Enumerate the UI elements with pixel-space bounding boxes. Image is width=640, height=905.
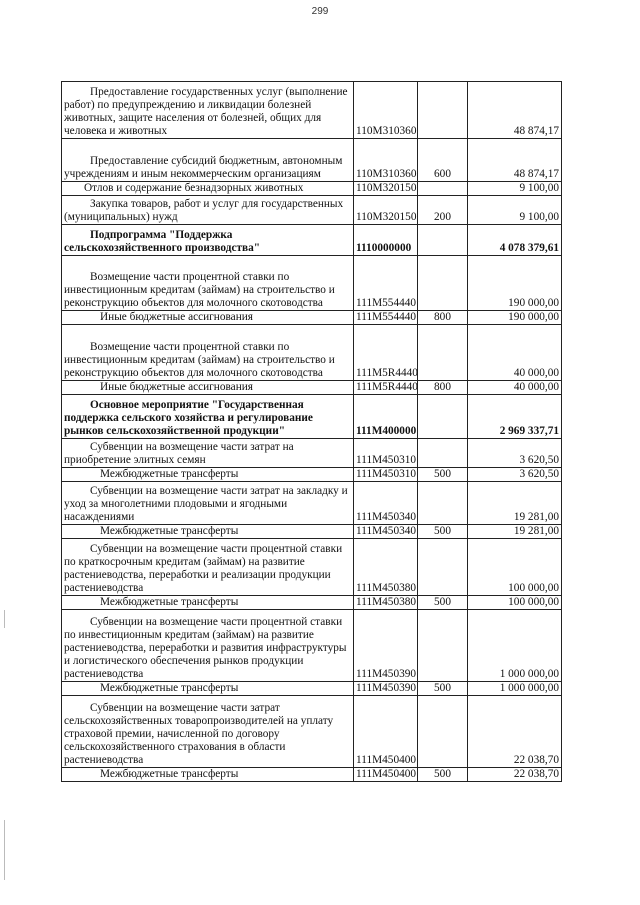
table-row [62,468,562,482]
row-code: 111M5R4440 [354,381,418,395]
row-expense-type: 500 [418,596,468,610]
table-row [62,696,562,768]
table-row [62,256,562,311]
row-expense-type: 500 [418,768,468,782]
row-code: 111M450310 [354,468,418,482]
row-code: 111M400000 [354,395,418,439]
row-code: 111M450310 [354,439,418,468]
row-name: Межбюджетные трансферты [62,596,354,610]
row-amount: 40 000,00 [468,381,562,395]
row-code: 111M450340 [354,525,418,539]
row-amount: 2 969 337,71 [468,395,562,439]
table-row [62,539,562,596]
row-expense-type: 800 [418,311,468,325]
row-expense-type [418,225,468,256]
scan-edge-mark [4,820,5,880]
row-expense-type [418,610,468,682]
row-name: Возмещение части процентной ставки по инвестиционным кредитам (займам) на строительство и реконструкцию объектов для молочного скотоводства [62,256,354,311]
row-amount: 19 281,00 [468,525,562,539]
table-row [62,196,562,225]
row-expense-type [418,539,468,596]
row-amount: 1 000 000,00 [468,610,562,682]
table-row [62,381,562,395]
row-name: Субвенции на возмещение части процентной ставки по инвестиционным кредитам (займам) на развитие растениеводства, переработки и развития инфраструктуры и логистического обеспечения рынков продукции растениеводства [62,610,354,682]
row-amount: 22 038,70 [468,768,562,782]
row-code: 111M450390 [354,610,418,682]
row-code: 111M450400 [354,696,418,768]
row-name: Предоставление государственных услуг (выполнение работ) по предупреждению и ликвидации болезней животных, защите населения от болезней, общих для человека и животных [62,82,354,139]
row-name: Межбюджетные трансферты [62,768,354,782]
row-expense-type: 200 [418,196,468,225]
table-row [62,182,562,196]
table-row [62,325,562,381]
table-row [62,395,562,439]
row-name: Подпрограмма "Поддержка сельскохозяйственного производства" [62,225,354,256]
row-expense-type: 600 [418,139,468,182]
table-row [62,225,562,256]
table-row [62,439,562,468]
row-code: 110M310360 [354,82,418,139]
row-amount: 9 100,00 [468,196,562,225]
row-code: 111M554440 [354,256,418,311]
table-row [62,482,562,525]
row-amount: 48 874,17 [468,139,562,182]
row-expense-type [418,696,468,768]
row-expense-type [418,182,468,196]
row-amount: 190 000,00 [468,311,562,325]
row-amount: 3 620,50 [468,468,562,482]
row-expense-type [418,325,468,381]
row-expense-type [418,439,468,468]
row-amount: 40 000,00 [468,325,562,381]
row-name: Иные бюджетные ассигнования [62,381,354,395]
row-code: 111M450390 [354,682,418,696]
row-amount: 100 000,00 [468,539,562,596]
table-row [62,682,562,696]
row-amount: 100 000,00 [468,596,562,610]
table-row [62,525,562,539]
table-row [62,768,562,782]
row-code: 111M450380 [354,539,418,596]
table-row [62,139,562,182]
row-name: Иные бюджетные ассигнования [62,311,354,325]
row-amount: 1 000 000,00 [468,682,562,696]
row-name: Отлов и содержание безнадзорных животных [62,182,354,196]
budget-table-body [62,82,562,782]
table-row [62,311,562,325]
row-amount: 22 038,70 [468,696,562,768]
row-name: Межбюджетные трансферты [62,525,354,539]
row-code: 111M554440 [354,311,418,325]
scan-edge-mark [4,610,5,628]
row-name: Закупка товаров, работ и услуг для государственных (муниципальных) нужд [62,196,354,225]
table-row [62,610,562,682]
table-row [62,82,562,139]
row-amount: 9 100,00 [468,182,562,196]
row-expense-type [418,482,468,525]
row-expense-type: 500 [418,682,468,696]
row-expense-type: 500 [418,525,468,539]
row-code: 111M450380 [354,596,418,610]
table-row [62,596,562,610]
row-amount: 48 874,17 [468,82,562,139]
row-amount: 3 620,50 [468,439,562,468]
row-code: 111M450340 [354,482,418,525]
row-name: Субвенции на возмещение части затрат сельскохозяйственных товаропроизводителей на уплату страховой премии, начисленной по договору сельскохозяйственного страхования в области растениеводства [62,696,354,768]
row-expense-type [418,82,468,139]
row-code: 111M5R4440 [354,325,418,381]
row-code: 1110000000 [354,225,418,256]
row-amount: 19 281,00 [468,482,562,525]
row-amount: 4 078 379,61 [468,225,562,256]
row-name: Основное мероприятие "Государственная поддержка сельского хозяйства и регулирование рынков сельскохозяйственной продукции" [62,395,354,439]
row-name: Предоставление субсидий бюджетным, автономным учреждениям и иным некоммерческим организациям [62,139,354,182]
row-name: Субвенции на возмещение части затрат на приобретение элитных семян [62,439,354,468]
page-number: 299 [311,6,329,17]
row-code: 110M320150 [354,196,418,225]
row-expense-type: 800 [418,381,468,395]
row-name: Межбюджетные трансферты [62,468,354,482]
row-expense-type: 500 [418,468,468,482]
row-name: Субвенции на возмещение части затрат на закладку и уход за многолетними плодовыми и ягодными насаждениями [62,482,354,525]
row-amount: 190 000,00 [468,256,562,311]
row-expense-type [418,395,468,439]
row-name: Субвенции на возмещение части процентной ставки по краткосрочным кредитам (займам) на развитие растениеводства, переработки и реализации продукции растениеводства [62,539,354,596]
row-code: 110M310360 [354,139,418,182]
row-name: Возмещение части процентной ставки по инвестиционным кредитам (займам) на строительство и реконструкцию объектов для молочного скотоводства [62,325,354,381]
row-name: Межбюджетные трансферты [62,682,354,696]
row-code: 111M450400 [354,768,418,782]
budget-table [61,81,562,782]
row-code: 110M320150 [354,182,418,196]
row-expense-type [418,256,468,311]
